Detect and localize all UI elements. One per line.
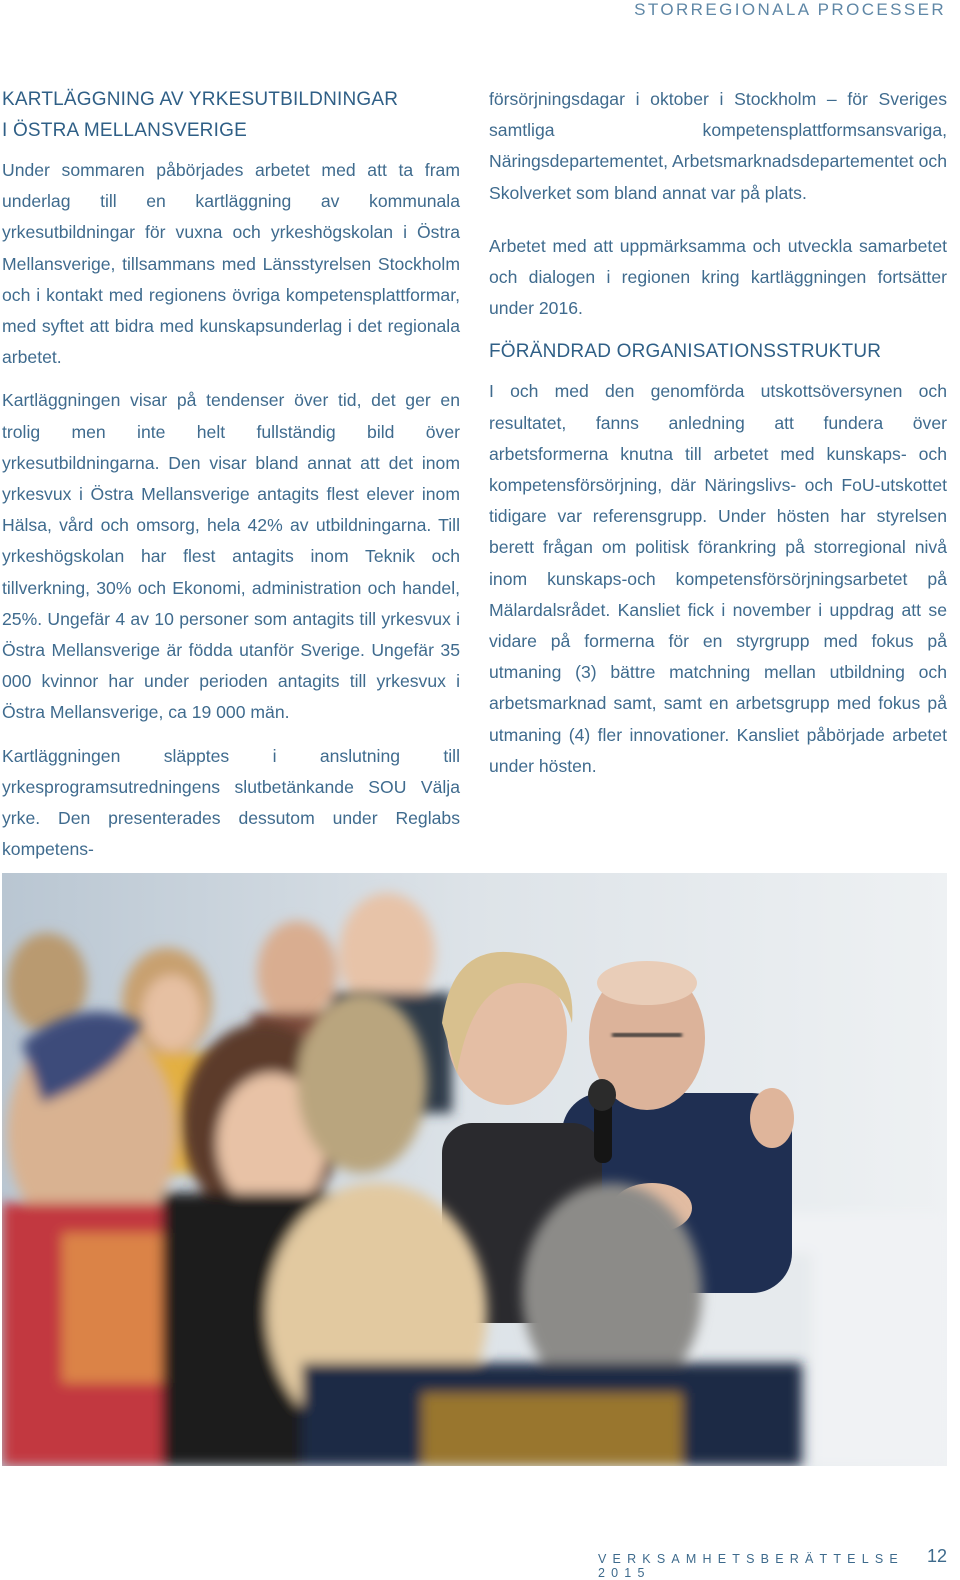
body-paragraph: I och med den genomförda utskottsöversynen och resultatet, fanns anledning att fundera över arbetsformerna knutna till arbetet med kunskaps- och kompetensförsörjning, där Näringslivs- och FoU-utskottet tidigare var referensgrupp. Under hösten har styrelsen berett frågan om politisk förankring på storregional nivå inom kunskaps-och kompetensförsörjningsarbetet på Mälardalsrådet. Kansliet fick i november i uppdrag att se vidare på formerna för en styrgrupp med fokus på utmaning (3) bättre matchning mellan utbildning och arbetsmarknad samt, samt en arbetsgrupp med fokus på utmaning (4) fler innovationer. Kansliet påbörjade arbetet under hösten. — [489, 381, 947, 776]
body-paragraph: Kartläggningen visar på tendenser över tid, det ger en trolig men inte helt fullständig bild över yrkesutbildningarna. Den visar bland annat att det inom yrkesvux i Östra Mellansverige antagits flest elever inom Hälsa, vård och omsorg, hela 42% av utbildningarna. Till yrkeshögskolan har flest antagits inom Teknik och tillverkning, 30% och Ekonomi, administration och handel, 25%. Ungefär 4 av 10 personer som antagits till yrkesvux i Östra Mellansverige är födda utanför Sverige. Ungefär 35 000 kvinnor har under perioden antagits till yrkesvux i Östra Mellansverige, ca 19 000 män. — [2, 390, 460, 723]
body-paragraph: Under sommaren påbörjades arbetet med att ta fram underlag till en kartläggning av kommunala yrkesutbildningar för vuxna och yrkeshögskolan i Östra Mellansverige, tillsammans med Länsstyrelsen Stockholm och i kontakt med regionens övriga kompetensplattformar, med syftet att bidra med kunskapsunderlag i det regionala arbetet. — [2, 160, 460, 368]
footer-publication-title: VERKSAMHETSBERÄTTELSE 2015 — [598, 1552, 904, 1580]
running-header: STORREGIONALA PROCESSER — [634, 0, 946, 19]
audience-photo — [2, 873, 947, 1466]
body-paragraph: Arbetet med att uppmärksamma och utveckla samarbetet och dialogen i regionen kring kartläggningen fortsätter under 2016. — [489, 235, 947, 319]
right-column — [489, 84, 947, 794]
section-heading-organisation: FÖRÄNDRAD ORGANISATIONSSTRUKTUR — [489, 341, 882, 363]
heading-line-2: I ÖSTRA MELLANSVERIGE — [2, 120, 247, 141]
left-column — [2, 84, 460, 877]
body-paragraph: Kartläggningen släpptes i anslutning till yrkesprogramsutredningens slutbetänkande SOU Välja yrke. Den presenterades dessutom under Reglabs kompetens- — [2, 745, 460, 860]
audience-photo-illustration — [2, 873, 947, 1466]
section-heading-mapping — [2, 84, 460, 146]
body-paragraph: försörjningsdagar i oktober i Stockholm – för Sveriges samtliga kompetensplattformsansvariga, Näringsdepartementet, Arbetsmarknadsdepartementet och Skolverket som bland annat var på plats. — [489, 89, 947, 203]
page-number: 12 — [927, 1546, 948, 1566]
heading-line-1: KARTLÄGGNING AV YRKESUTBILDNINGAR — [2, 89, 399, 110]
